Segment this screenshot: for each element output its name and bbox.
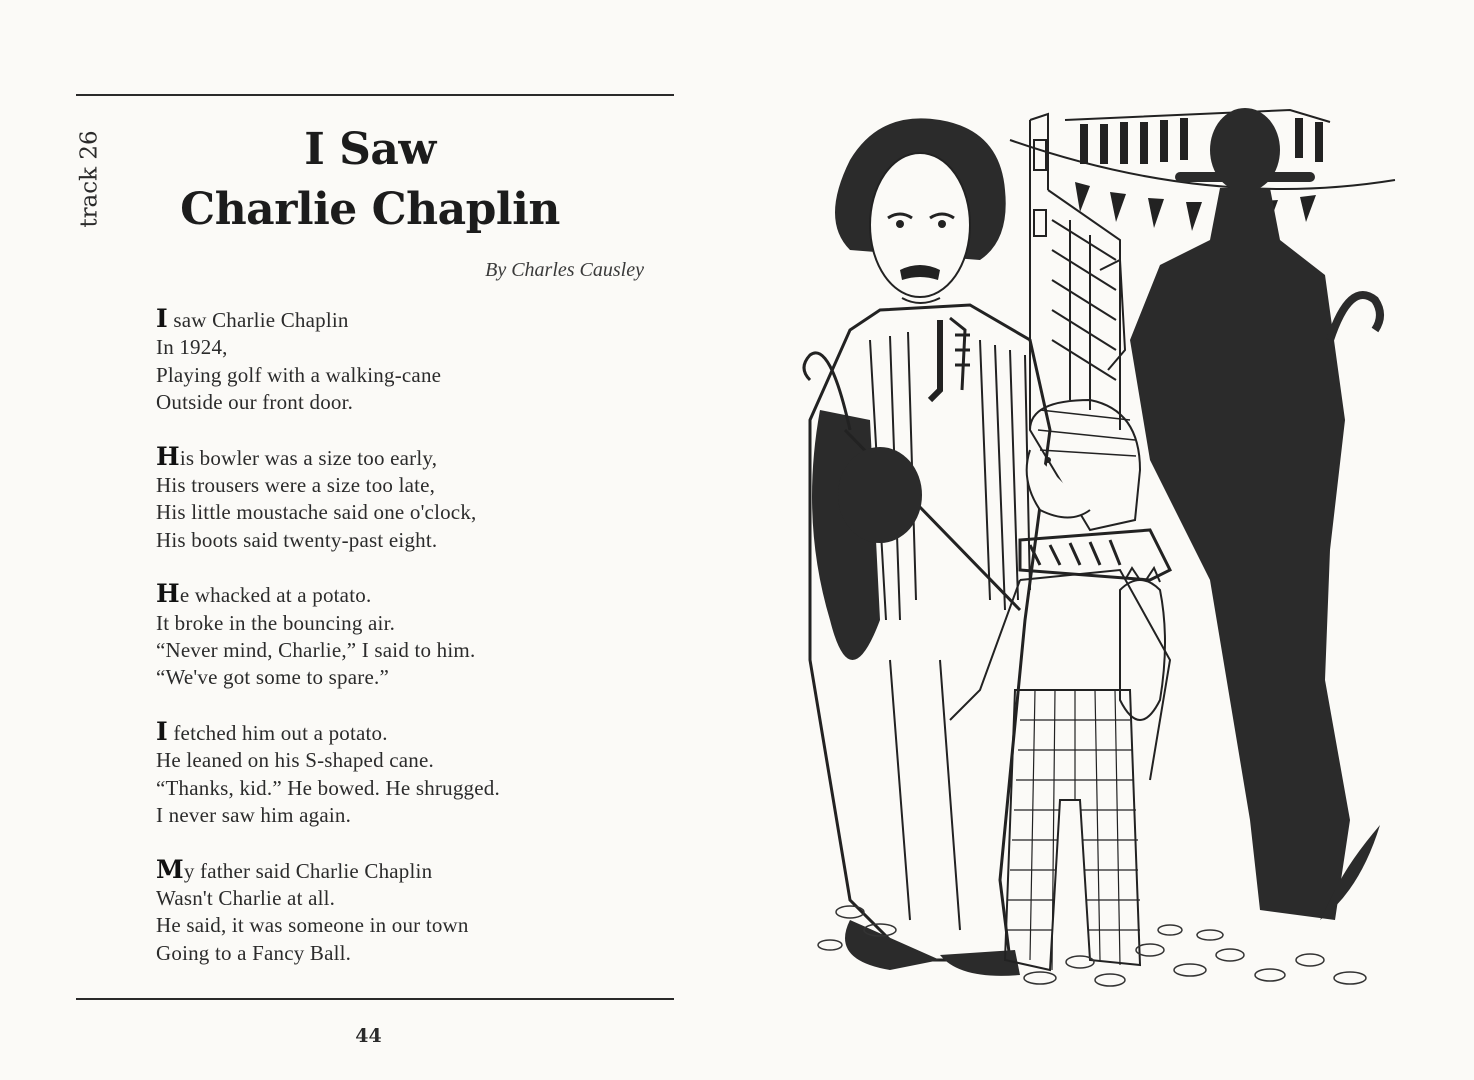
drop-initial: M xyxy=(156,854,184,884)
poem-body xyxy=(156,305,626,993)
shadow-silhouette xyxy=(1130,108,1380,920)
poem-line-text: saw Charlie Chaplin xyxy=(167,308,349,332)
poem-line: “Never mind, Charlie,” I said to him. xyxy=(156,638,476,663)
poem-line: Playing golf with a walking-cane xyxy=(156,362,442,387)
stanza-3 xyxy=(156,580,626,692)
page-number: 44 xyxy=(355,1025,382,1047)
poem-line xyxy=(156,718,626,747)
track-label xyxy=(66,124,114,234)
poem-line-text: fetched him out a potato. xyxy=(167,720,388,745)
poem-title-line-2: Charlie Chaplin xyxy=(180,184,560,235)
drop-initial: I xyxy=(156,304,168,333)
poem-line: He said, it was someone in our town xyxy=(156,913,469,938)
poem-line: Outside our front door. xyxy=(156,390,354,415)
poem-line: His boots said twenty-past eight. xyxy=(156,527,438,552)
stanza-2 xyxy=(156,443,626,555)
poem-line xyxy=(156,305,626,334)
poem-line-text: y father said Charlie Chaplin xyxy=(183,858,433,883)
bottom-rule xyxy=(76,998,674,1000)
poem-line: “Thanks, kid.” He bowed. He shrugged. xyxy=(156,775,500,800)
boy-figure xyxy=(950,400,1170,970)
poem-line xyxy=(156,443,626,472)
poem-line: Going to a Fancy Ball. xyxy=(156,940,352,965)
drop-initial: H xyxy=(156,441,180,471)
poem-line xyxy=(156,856,626,885)
poem-title xyxy=(120,120,620,240)
stanza-4 xyxy=(156,718,626,830)
drop-initial: H xyxy=(156,579,180,609)
chaplin-illustration xyxy=(790,100,1400,990)
top-rule xyxy=(76,94,674,96)
stanza-5 xyxy=(156,856,626,968)
chaplin-figure xyxy=(804,118,1050,976)
poem-line-text: is bowler was a size too early, xyxy=(179,445,438,470)
poem-line xyxy=(156,580,626,609)
poem-title-line-1: I Saw xyxy=(304,124,436,175)
poem-line: His trousers were a size too late, xyxy=(156,473,436,498)
stanza-1 xyxy=(156,305,626,417)
track-label-text: track 26 xyxy=(77,130,104,228)
author-byline: By Charles Causley xyxy=(485,259,644,281)
poem-line: It broke in the bouncing air. xyxy=(156,610,396,635)
poem-line: His little moustache said one o'clock, xyxy=(156,500,477,525)
poem-line-text: e whacked at a potato. xyxy=(179,583,372,608)
poem-line: In 1924, xyxy=(156,335,228,360)
poem-line: I never saw him again. xyxy=(156,803,352,828)
poem-line: Wasn't Charlie at all. xyxy=(156,885,336,910)
poem-line: “We've got some to spare.” xyxy=(156,665,389,690)
drop-initial: I xyxy=(156,716,168,746)
poem-line: He leaned on his S-shaped cane. xyxy=(156,748,434,773)
